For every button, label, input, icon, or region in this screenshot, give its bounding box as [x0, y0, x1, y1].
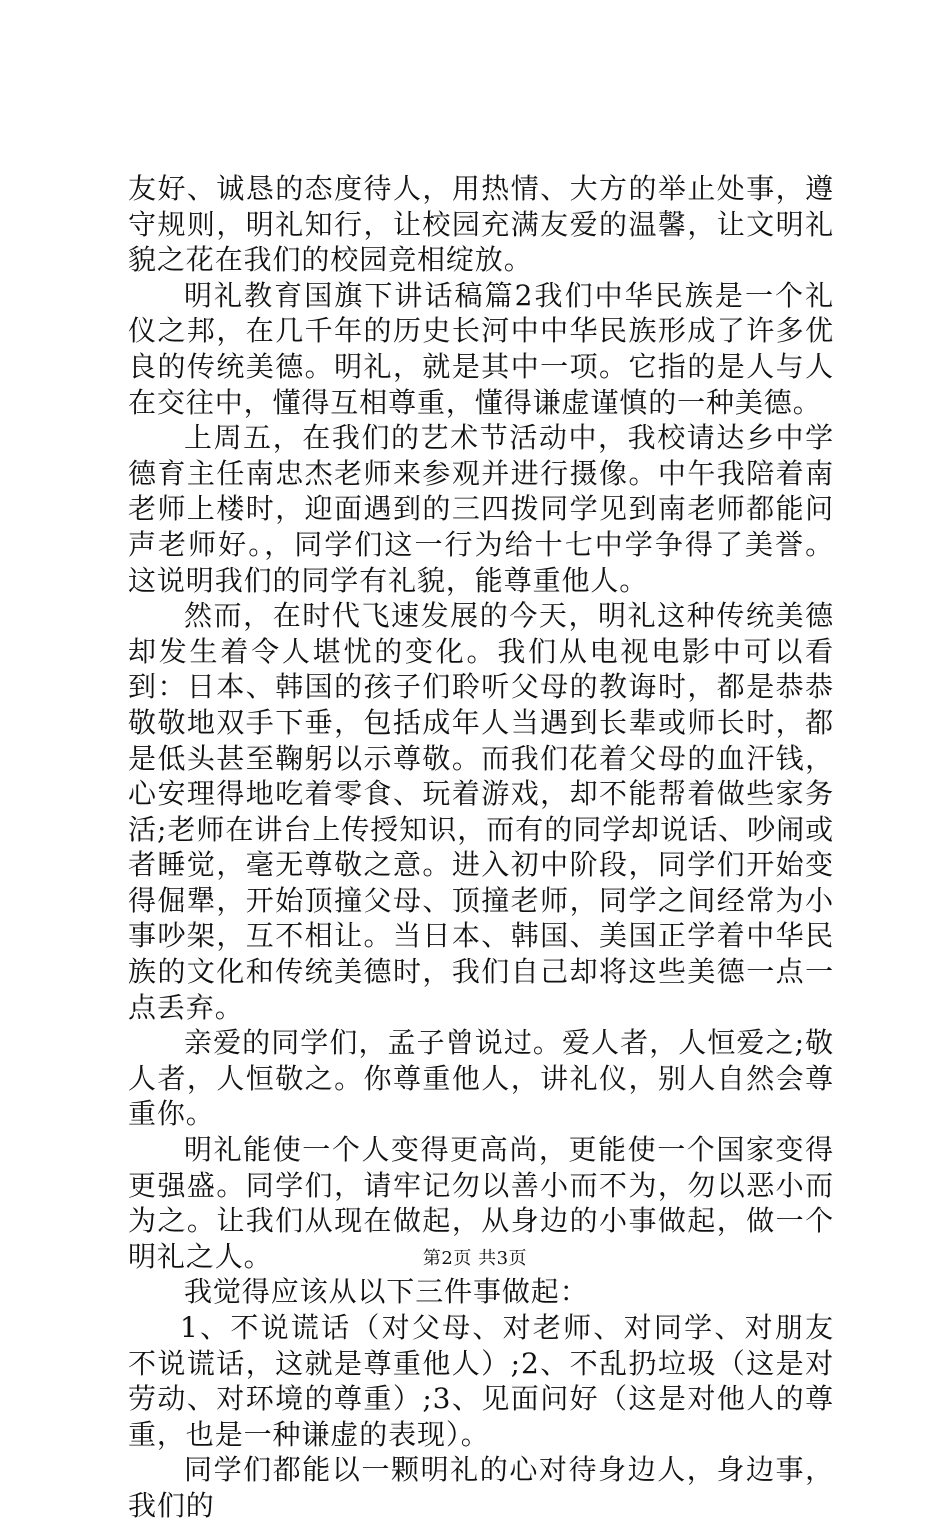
paragraph-continuation: 友好、诚恳的态度待人，用热情、大方的举止处事，遵守规则，明礼知行，让校园充满友爱的温馨，让文明礼貌之花在我们的校园竞相绽放。: [128, 172, 834, 277]
paragraph-however: 然而，在时代飞速发展的今天，明礼这种传统美德却发生着令人堪忧的变化。我们从电视电影中可以看到：日本、韩国的孩子们聆听父母的教诲时，都是恭恭敬敬地双手下垂，包括成年人当遇到长辈或师长时，都是低头甚至鞠躬以示尊敬。而我们花着父母的血汗钱，心安理得地吃着零食、玩着游戏，却不能帮着做些家务活;老师在讲台上传授知识，而有的同学却说话、吵闹或者睡觉，毫无尊敬之意。进入初中阶段，同学们开始变得倔犟，开始顶撞父母、顶撞老师，同学之间经常为小事吵架，互不相让。当日本、韩国、美国正学着中华民族的文化和传统美德时，我们自己却将这些美德一点一点丢弃。: [128, 599, 834, 1024]
paragraph-last-friday: 上周五，在我们的艺术节活动中，我校请达乡中学德育主任南忠杰老师来参观并进行摄像。中午我陪着南老师上楼时，迎面遇到的三四拨同学见到南老师都能问声老师好。，同学们这一行为给十七中学争得了美誉。这说明我们的同学有礼貌，能尊重他人。: [128, 421, 834, 597]
paragraph-mencius: 亲爱的同学们，孟子曾说过。爱人者，人恒爱之;敬人者，人恒敬之。你尊重他人，讲礼仪，别人自然会尊重你。: [128, 1026, 834, 1131]
paragraph-list: 1、不说谎话（对父母、对老师、对同学、对朋友不说谎话，这就是尊重他人）;2、不乱扔垃圾（这是对劳动、对环境的尊重）;3、见面问好（这是对他人的尊重，也是一种谦虚的表现）。: [128, 1311, 834, 1451]
paragraph-three-things: 我觉得应该从以下三件事做起：: [184, 1275, 589, 1309]
paragraph-closing: 同学们都能以一颗明礼的心对待身边人，身边事，我们的: [128, 1453, 834, 1522]
body-text: [128, 171, 834, 1524]
page-number-footer: 第2页 共3页: [422, 1248, 528, 1269]
paragraph-speech-title: 明礼教育国旗下讲话稿篇2我们中华民族是一个礼仪之邦，在几千年的历史长河中中华民族形成了许多优良的传统美德。明礼，就是其中一项。它指的是人与人在交往中，懂得互相尊重，懂得谦虚谨慎的一种美德。: [128, 278, 834, 419]
paragraph-noble: 明礼能使一个人变得更高尚，更能使一个国家变得更强盛。同学们，请牢记勿以善小而不为，勿以恶小而为之。让我们从现在做起，从身边的小事做起，做一个明礼之人。: [128, 1133, 834, 1273]
